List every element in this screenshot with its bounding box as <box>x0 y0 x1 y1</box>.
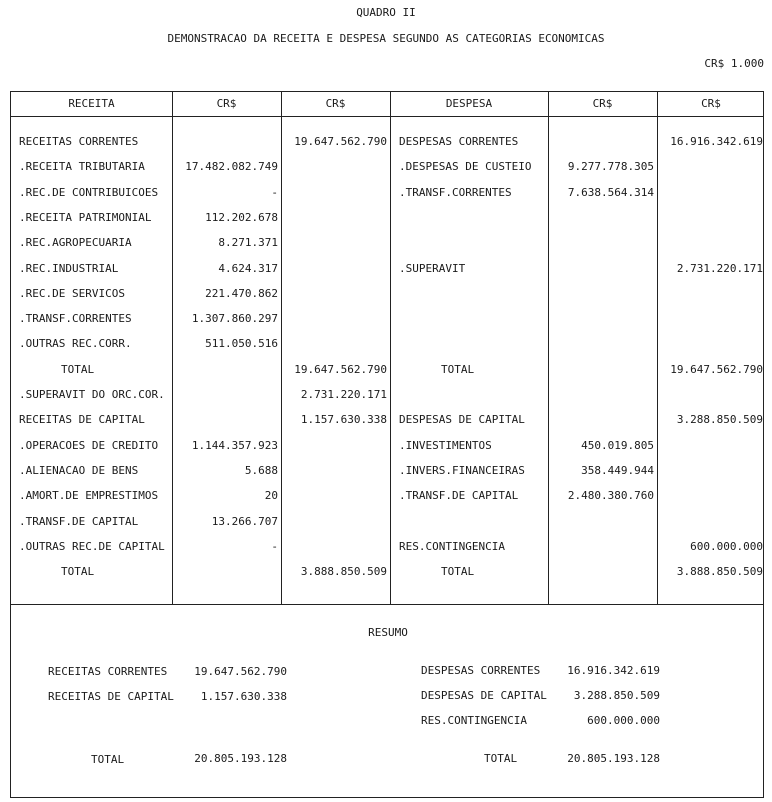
despesa-label: .SUPERAVIT <box>399 262 466 275</box>
col-header-cr2: CR$ <box>325 97 346 110</box>
resumo-section <box>10 605 764 798</box>
receita-total: 2.731.220.171 <box>300 388 387 401</box>
receita-subvalue: 112.202.678 <box>205 211 278 224</box>
receita-label: TOTAL <box>61 363 95 376</box>
resumo-total-despesa-value: 20.805.193.128 <box>567 752 660 765</box>
receita-subvalue: 1.307.860.297 <box>191 312 278 325</box>
despesa-label: .INVESTIMENTOS <box>399 439 492 452</box>
receita-label: .AMORT.DE EMPRESTIMOS <box>19 489 159 502</box>
resumo-despesas-capital-value: 3.288.850.509 <box>573 689 660 702</box>
page-subtitle: DEMONSTRACAO DA RECEITA E DESPESA SEGUNDO AS CATEGORIAS ECONOMICAS <box>167 32 605 45</box>
despesa-total: 19.647.562.790 <box>670 363 763 376</box>
despesa-subvalue: 450.019.805 <box>581 439 654 452</box>
receita-subvalue: 5.688 <box>244 464 278 477</box>
despesa-label: DESPESAS CORRENTES <box>399 135 519 148</box>
despesa-total: 3.288.850.509 <box>676 413 763 426</box>
receita-label: .REC.DE CONTRIBUICOES <box>19 186 159 199</box>
despesa-total: 3.888.850.509 <box>676 565 763 578</box>
col-header-cr1: CR$ <box>216 97 237 110</box>
despesa-label: .TRANSF.CORRENTES <box>399 186 512 199</box>
despesa-label: .DESPESAS DE CUSTEIO <box>399 160 532 173</box>
receita-total: 1.157.630.338 <box>300 413 387 426</box>
receita-subvalue: 17.482.082.749 <box>185 160 278 173</box>
receita-label: .RECEITA PATRIMONIAL <box>19 211 152 224</box>
receita-subvalue: - <box>271 186 278 199</box>
header-separator <box>11 116 763 117</box>
receita-label: .TRANSF.DE CAPITAL <box>19 515 139 528</box>
despesa-total: 2.731.220.171 <box>676 262 763 275</box>
receita-subvalue: - <box>271 540 278 553</box>
receita-subvalue: 1.144.357.923 <box>191 439 278 452</box>
despesa-label: DESPESAS DE CAPITAL <box>399 413 525 426</box>
receita-subvalue: 4.624.317 <box>218 262 278 275</box>
resumo-despesas-correntes-value: 16.916.342.619 <box>567 664 660 677</box>
receita-label: .REC.AGROPECUARIA <box>19 236 132 249</box>
resumo-receitas-correntes-label: RECEITAS CORRENTES <box>48 665 168 678</box>
despesa-label: TOTAL <box>441 565 475 578</box>
receita-label: .REC.DE SERVICOS <box>19 287 125 300</box>
receita-subvalue: 221.470.862 <box>205 287 278 300</box>
col-divider <box>281 92 282 605</box>
despesa-label: TOTAL <box>441 363 475 376</box>
resumo-total-despesa-label: TOTAL <box>484 752 518 765</box>
receita-total: 19.647.562.790 <box>294 363 387 376</box>
despesa-subvalue: 2.480.380.760 <box>567 489 654 502</box>
receita-label: .ALIENACAO DE BENS <box>19 464 139 477</box>
resumo-receitas-correntes-value: 19.647.562.790 <box>194 665 287 678</box>
resumo-res-contingencia-label: RES.CONTINGENCIA <box>421 714 527 727</box>
resumo-res-contingencia-value: 600.000.000 <box>587 714 660 727</box>
col-divider <box>390 92 391 605</box>
receita-label: .OPERACOES DE CREDITO <box>19 439 159 452</box>
receita-subvalue: 8.271.371 <box>218 236 278 249</box>
resumo-title: RESUMO <box>368 626 408 639</box>
despesa-total: 600.000.000 <box>690 540 763 553</box>
receita-total: 3.888.850.509 <box>300 565 387 578</box>
despesa-label: .INVERS.FINANCEIRAS <box>399 464 525 477</box>
receita-label: RECEITAS CORRENTES <box>19 135 139 148</box>
receita-label: .TRANSF.CORRENTES <box>19 312 132 325</box>
receita-subvalue: 511.050.516 <box>205 337 278 350</box>
receita-label: .OUTRAS REC.DE CAPITAL <box>19 540 165 553</box>
resumo-receitas-capital-value: 1.157.630.338 <box>200 690 287 703</box>
despesa-total: 16.916.342.619 <box>670 135 763 148</box>
receita-label: .SUPERAVIT DO ORC.COR. <box>19 388 165 401</box>
despesa-subvalue: 358.449.944 <box>581 464 654 477</box>
resumo-despesas-correntes-label: DESPESAS CORRENTES <box>421 664 541 677</box>
receita-label: .REC.INDUSTRIAL <box>19 262 119 275</box>
receita-label: TOTAL <box>61 565 95 578</box>
receita-label: .OUTRAS REC.CORR. <box>19 337 132 350</box>
page-title: QUADRO II <box>356 6 416 19</box>
resumo-total-receita-value: 20.805.193.128 <box>194 752 287 765</box>
receita-label: .RECEITA TRIBUTARIA <box>19 160 145 173</box>
col-divider <box>657 92 658 605</box>
despesa-subvalue: 7.638.564.314 <box>567 186 654 199</box>
receita-label: RECEITAS DE CAPITAL <box>19 413 145 426</box>
resumo-despesas-capital-label: DESPESAS DE CAPITAL <box>421 689 547 702</box>
col-header-cr4: CR$ <box>701 97 721 110</box>
despesa-subvalue: 9.277.778.305 <box>567 160 654 173</box>
currency-unit: CR$ 1.000 <box>704 57 764 70</box>
resumo-receitas-capital-label: RECEITAS DE CAPITAL <box>48 690 174 703</box>
receita-subvalue: 13.266.707 <box>211 515 278 528</box>
receita-total: 19.647.562.790 <box>294 135 387 148</box>
col-header-receita: RECEITA <box>68 97 115 110</box>
receita-subvalue: 20 <box>264 489 278 502</box>
col-header-cr3: CR$ <box>592 97 613 110</box>
main-table <box>10 91 764 605</box>
despesa-label: .TRANSF.DE CAPITAL <box>399 489 519 502</box>
despesa-label: RES.CONTINGENCIA <box>399 540 505 553</box>
resumo-total-receita-label: TOTAL <box>91 753 125 766</box>
col-header-despesa: DESPESA <box>445 97 493 110</box>
